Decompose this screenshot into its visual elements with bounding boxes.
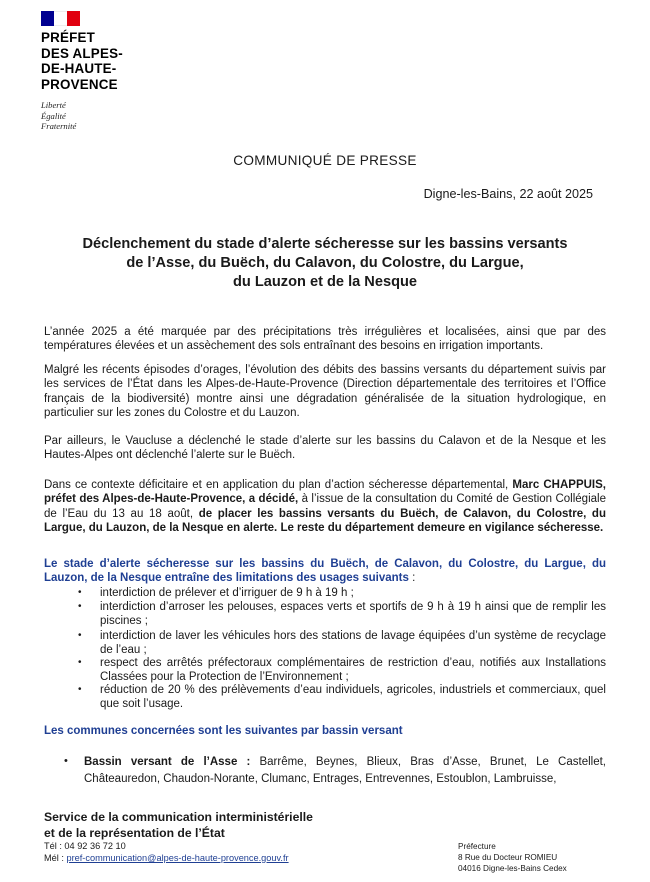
document-type: COMMUNIQUÉ DE PRESSE — [233, 153, 417, 168]
motto-line: Liberté — [41, 100, 66, 110]
footer-service — [44, 809, 313, 841]
flag-white-band — [54, 11, 67, 26]
address-line: 04016 Digne-les-Bains Cedex — [458, 864, 567, 873]
bullet-icon: • — [78, 657, 82, 668]
limitation-item — [78, 656, 606, 685]
republic-flag-logo — [41, 11, 80, 26]
phone-number: 04 92 36 72 10 — [64, 841, 126, 851]
org-line: PROVENCE — [41, 76, 118, 92]
footer-address — [458, 841, 567, 874]
bassin-communes: Barrême, Beynes, Blieux, Bras d’Asse, Brunet, Le Castellet, Châteauredon, Chaudon-Norante, Clumanc, Entrages, Entrevennes, Estoublon, Lambruisse, — [84, 756, 606, 786]
contact-email — [44, 853, 289, 865]
org-line: PRÉFET — [41, 30, 96, 45]
org-line: DE-HAUTE- — [41, 61, 117, 77]
motto-line: Égalité — [41, 110, 66, 121]
republic-motto — [41, 100, 76, 132]
limitations-heading: Le stade d’alerte sécheresse sur les bassins du Buëch, de Calavon, du Colostre, du Largue, du Lauzon, de la Nesque entraîne des limitations des usages suivants — [44, 558, 606, 585]
footer-contact — [44, 841, 289, 865]
limitations-intro — [44, 557, 606, 586]
limitation-item — [78, 586, 606, 600]
email-link[interactable]: pref-communication@alpes-de-haute-provence.gouv.fr — [66, 852, 289, 863]
org-line: DES ALPES- — [41, 45, 123, 61]
paragraph-context: L’année 2025 a été marquée par des précipitations très irrégulières et localisées, ainsi que par des températures élevées et un assèchement des sols entraînant des besoins en irrigation importants. — [44, 326, 606, 353]
service-line: et de la représentation de l’État — [44, 826, 225, 840]
address-line: Préfecture — [458, 842, 496, 851]
bullet-icon: • — [78, 684, 82, 695]
decision-outcome: de placer les bassins versants du Buëch, de Calavon, du Colostre, du Largue, du Lauzon, de la Nesque en alerte. Le reste du département demeure en vigilance sécheresse. — [44, 507, 606, 535]
phone-label: Tél : — [44, 841, 65, 851]
limitation-text: respect des arrêtés préfectoraux complémentaires de restriction d’eau, notifiés aux Installations Classées pour la Protection de l’Environnement ; — [100, 657, 606, 684]
limitation-text: interdiction d’arroser les pelouses, espaces verts et sportifs de 9 h à 19 h ainsi que de remplir les piscines ; — [100, 601, 606, 628]
email-label: Mél : — [44, 852, 67, 863]
prefecture-name — [41, 30, 123, 92]
title-line: du Lauzon et de la Nesque — [232, 274, 418, 290]
press-release-title — [40, 235, 610, 292]
title-line: Déclenchement du stade d’alerte sécheresse sur les bassins versants — [82, 236, 568, 252]
limitation-text: réduction de 20 % des prélèvements d’eau individuels, agricoles, industriels et commerciaux, quel que soit l’usage. — [100, 684, 606, 711]
limitation-item — [78, 600, 606, 629]
decision-text: à l’issue de la consultation du Comité de Gestion Collégiale de l’Eau du 13 au 18 août, — [44, 493, 606, 520]
paragraph-hydrology: Malgré les récents épisodes d’orages, l’évolution des débits des bassins versants du département suivis par les services de l’État dans les Alpes-de-Haute-Provence (Direction départementale des territoires et l’Office français de la biodiversité) montre ainsi une dégradation généralisée de la situation hydrologique, en particulier sur les zones du Colostre et du Lauzon. — [44, 364, 606, 420]
bassin-label: Bassin versant de l’Asse : — [84, 756, 251, 768]
limitation-item — [78, 629, 606, 658]
bullet-icon: • — [64, 755, 68, 767]
paragraph-decision — [44, 478, 606, 536]
address-line: 8 Rue du Docteur ROMIEU — [458, 853, 558, 862]
contact-phone — [44, 841, 289, 853]
limitations-colon: : — [408, 572, 416, 585]
bassin-asse — [84, 754, 606, 789]
limitation-text: interdiction de laver les véhicules hors des stations de lavage équipées d’un système de recyclage de l’eau ; — [100, 630, 606, 657]
motto-line: Fraternité — [41, 121, 77, 132]
bullet-icon: • — [78, 587, 82, 598]
limitation-item — [78, 683, 606, 712]
paragraph-neighbours: Par ailleurs, le Vaucluse a déclenché le stade d’alerte sur les bassins du Calavon et de la Nesque et les Hautes-Alpes ont déclenché l’alerte sur le Buëch. — [44, 435, 606, 462]
title-line: de l’Asse, du Buëch, du Calavon, du Colostre, du Largue, — [126, 255, 524, 271]
decision-text: Dans ce contexte déficitaire et en application du plan d’action sécheresse départemental, — [44, 479, 513, 491]
decision-author: Marc CHAPPUIS, préfet des Alpes-de-Haute-Provence, a décidé, — [44, 479, 606, 506]
flag-blue-band — [41, 11, 54, 26]
flag-red-band — [67, 11, 80, 26]
bullet-icon: • — [78, 601, 82, 612]
bullet-icon: • — [78, 630, 82, 641]
limitation-text: interdiction de prélever et d’irriguer de 9 h à 19 h ; — [100, 587, 354, 599]
communes-heading: Les communes concernées sont les suivantes par bassin versant — [44, 725, 403, 737]
document-date: Digne-les-Bains, 22 août 2025 — [423, 187, 593, 201]
service-line: Service de la communication interministérielle — [44, 810, 313, 824]
